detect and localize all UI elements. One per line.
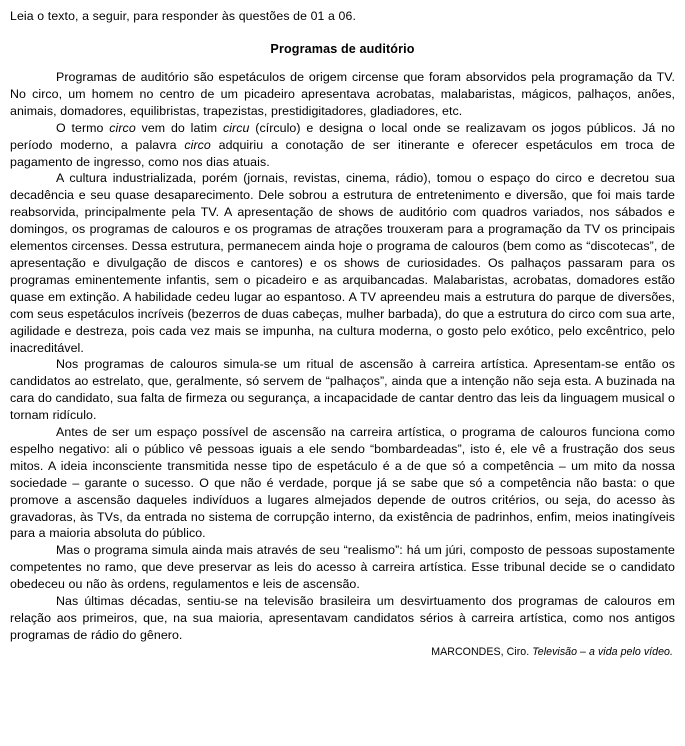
text-run: A cultura industrializada, porém (jornais, revistas, cinema, rádio), tomou o espaço do circo e decretou sua decadência e seu quase desaparecimento. Dele sobrou a estrutura de entretenimento e diversão, que foi mais tarde reabsorvida, principalmente pela TV. A apresentação de shows de auditório com quadros variados, nos sábados e domingos, os programas de calouros e os programas de atrações trouxeram para a programação da TV os principais elementos circenses. Dessa estrutura, permanecem ainda hoje o programa de calouros (bem como as “discotecas”, de apresentação e divulgação de discos e cantores) e os shows de curiosidades. Os palhaços passaram para os programas eminentemente infantis, sem o picadeiro e as arquibancadas. Malabaristas, acrobatas, domadores estão quase em extinção. A habilidade cedeu lugar ao espantoso. A TV apreendeu mais a estrutura do parque de diversões, com seus espetáculos incríveis (bezerros de duas cabeças, mulher barbada), do que a estrutura do circo com sua arte, agilidade e destreza, pois cada vez mais se impunha, na cultura moderna, o gosto pelo exótico, pelo excêntrico, pelo inacreditável. [10, 171, 675, 355]
paragraph-3 [10, 170, 675, 356]
text-run: vem do latim [135, 120, 223, 135]
reading-instruction: Leia o texto, a seguir, para responder às questões de 01 a 06. [10, 9, 357, 23]
paragraph-7 [10, 593, 675, 644]
text-run: adquiriu a conotação de ser itinerante e oferecer espetáculos em troca de pagamento de ingresso, como nos dias atuais. [10, 137, 675, 169]
paragraph-6 [10, 542, 675, 593]
emphasized-term: circo [184, 137, 211, 152]
text-run: Antes de ser um espaço possível de ascensão na carreira artística, o programa de calouros funciona como espelho negativo: ali o público vê pessoas iguais a ele sendo “bombardeadas”, isto é, ele vê a frustração dos seus mitos. A ideia inconsciente transmitida nesse tipo de espetáculo é a de que só a competência – um mito da nossa sociedade – garante o sucesso. O que não é verdade, porque já se sabe que só a competência não basta: o que promove a ascensão daqueles indivíduos a lugares almejados depende de outros critérios, ou seja, do acesso às gravadoras, às TVs, da entrada no sistema de corrupção interno, da existência de padrinhos, enfim, meios inatingíveis para a maioria absoluta do público. [10, 425, 675, 541]
text-run: Programas de auditório são espetáculos de origem circense que foram absorvidos pela programação da TV. No circo, um homem no centro de um picadeiro apresentava acrobatas, malabaristas, mágicos, palhaços, anões, animais, domadores, equilibristas, trapezistas, prestidigitadores, gladiadores, etc. [10, 70, 675, 118]
page-title: Programas de auditório [270, 42, 415, 56]
paragraph-4 [10, 356, 675, 424]
source-attribution [10, 645, 675, 659]
attribution-author: MARCONDES, Ciro. [431, 645, 530, 658]
paragraph-1 [10, 69, 675, 120]
emphasized-term: circo [109, 120, 136, 135]
emphasized-term: circu [222, 120, 250, 135]
article-body [10, 69, 675, 644]
attribution-work: Televisão – a vida pelo vídeo. [532, 645, 673, 658]
text-run: Nos programas de calouros simula-se um ritual de ascensão à carreira artística. Apresentam-se então os candidatos ao estrelato, que, geralmente, só servem de “palhaços”, ainda que a intenção não seja esta. A buzinada na cara do candidato, sua falta de firmeza ou segurança, a incapacidade de cantar dentro das leis da linguagem musical o tornam ridículo. [10, 357, 675, 423]
text-run: Nas últimas décadas, sentiu-se na televisão brasileira um desvirtuamento dos programas de calouros em relação aos primeiros, que, na sua maioria, apresentavam candidatos sérios à carreira artística, como nos antigos programas de rádio do gênero. [10, 594, 675, 642]
text-run: O termo [56, 120, 110, 135]
text-run: (círculo) e designa o local onde se realizavam os jogos públicos. Já no período moderno, a palavra [10, 120, 675, 152]
paragraph-2 [10, 120, 675, 171]
paragraph-5 [10, 424, 675, 542]
text-run: Mas o programa simula ainda mais através de seu “realismo”: há um júri, composto de pessoas supostamente competentes no ramo, que deve preservar as leis do acesso à carreira artística. Esse tribunal decide se o candidato obedeceu ou não às ordens, regulamentos e leis de ascensão. [10, 543, 675, 592]
